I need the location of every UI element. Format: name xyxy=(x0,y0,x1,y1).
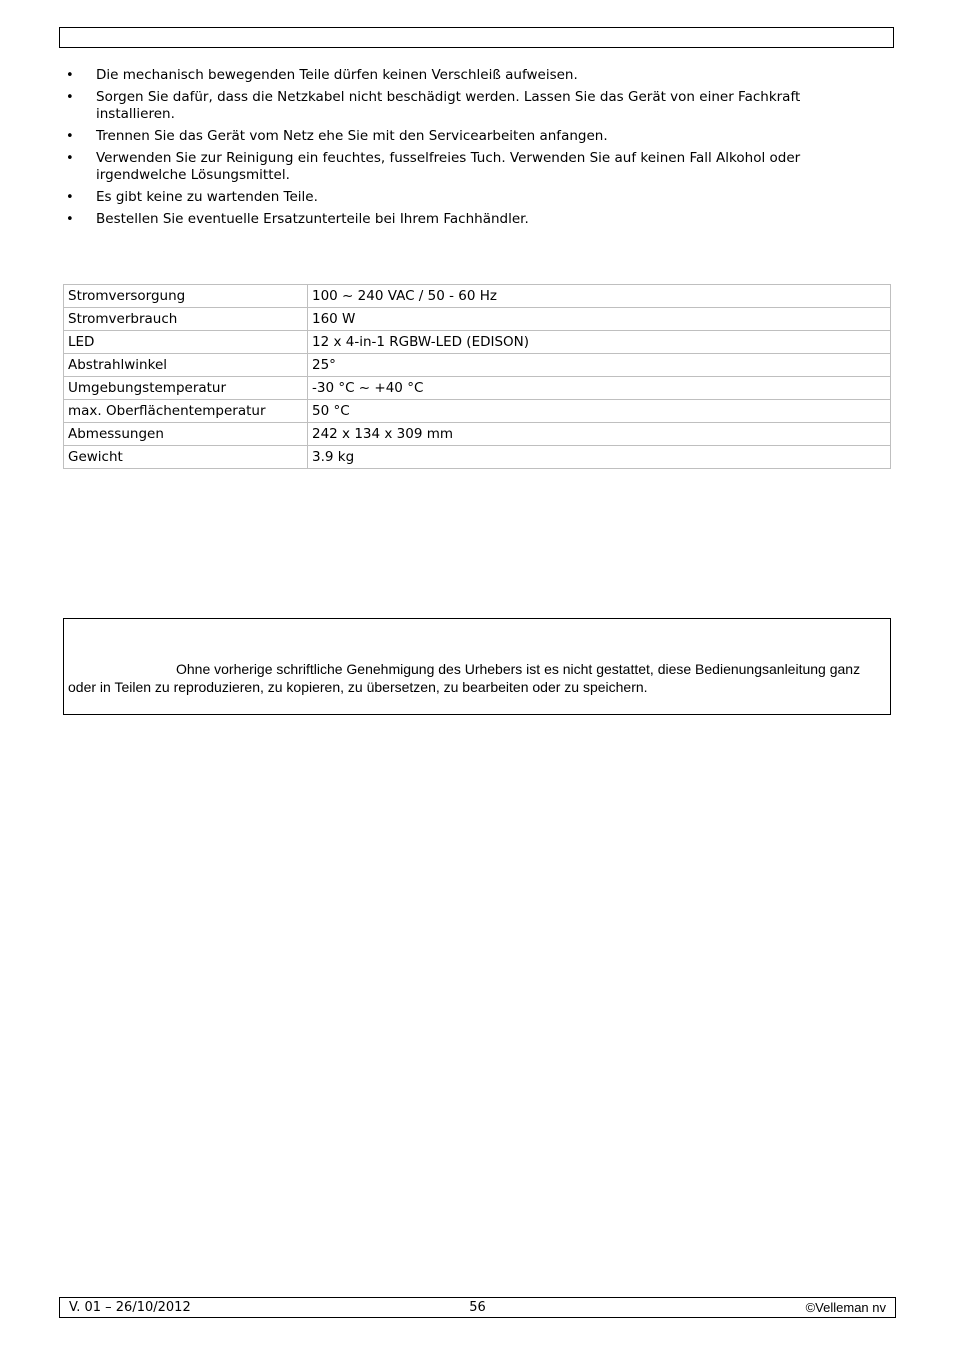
list-item-text: Bestellen Sie eventuelle Ersatzunterteile bei Ihrem Fachhändler. xyxy=(96,211,529,227)
spec-value: 50 °C xyxy=(308,400,891,423)
bullet-icon: • xyxy=(66,129,74,144)
spec-value: 25° xyxy=(308,354,891,377)
spec-value: 242 x 134 x 309 mm xyxy=(308,423,891,446)
table-row xyxy=(64,377,891,400)
maintenance-list xyxy=(62,67,874,233)
list-item-text: Verwenden Sie zur Reinigung ein feuchtes, fusselfreies Tuch. Verwenden Sie auf keinen Fall Alkohol oder irgendwelche Lösungsmittel. xyxy=(96,150,801,183)
spec-value: -30 °C ~ +40 °C xyxy=(308,377,891,400)
copyright-text: Ohne vorherige schriftliche Genehmigung des Urhebers ist es nicht gestattet, diese Bedienungsanleitung ganz oder in Teilen zu reproduzieren, zu kopieren, zu übersetzen, zu bearbeiten oder zu speichern. xyxy=(68,661,861,695)
list-item-text: Sorgen Sie dafür, dass die Netzkabel nicht beschädigt werden. Lassen Sie das Gerät von einer Fachkraft installieren. xyxy=(96,89,801,122)
footer-page-number: 56 xyxy=(469,1300,486,1315)
spec-label: Stromverbrauch xyxy=(64,308,308,331)
list-item-text: Es gibt keine zu wartenden Teile. xyxy=(96,189,318,205)
spec-label: Abstrahlwinkel xyxy=(64,354,308,377)
spec-value: 3.9 kg xyxy=(308,446,891,469)
page-footer xyxy=(59,1297,896,1318)
table-row xyxy=(64,308,891,331)
table-row xyxy=(64,285,891,308)
spec-label: Umgebungstemperatur xyxy=(64,377,308,400)
table-row xyxy=(64,331,891,354)
list-item xyxy=(62,150,874,184)
table-row xyxy=(64,423,891,446)
table-row xyxy=(64,354,891,377)
list-item xyxy=(62,128,874,145)
footer-company: ©Velleman nv xyxy=(805,1300,886,1315)
spec-label: Abmessungen xyxy=(64,423,308,446)
bullet-icon: • xyxy=(66,90,74,105)
table-row xyxy=(64,446,891,469)
spec-value: 100 ~ 240 VAC / 50 - 60 Hz xyxy=(308,285,891,308)
list-item xyxy=(62,211,874,228)
list-item xyxy=(62,67,874,84)
specifications-table xyxy=(63,284,891,469)
list-item-text: Trennen Sie das Gerät vom Netz ehe Sie mit den Servicearbeiten anfangen. xyxy=(96,128,608,144)
spec-label: max. Oberflächentemperatur xyxy=(64,400,308,423)
footer-version: V. 01 – 26/10/2012 xyxy=(69,1300,191,1315)
spec-value: 12 x 4-in-1 RGBW-LED (EDISON) xyxy=(308,331,891,354)
spec-label: Stromversorgung xyxy=(64,285,308,308)
bullet-icon: • xyxy=(66,212,74,227)
list-item-text: Die mechanisch bewegenden Teile dürfen keinen Verschleiß aufweisen. xyxy=(96,67,578,83)
header-box xyxy=(59,27,894,48)
bullet-icon: • xyxy=(66,190,74,205)
list-item xyxy=(62,189,874,206)
table-row xyxy=(64,400,891,423)
spec-value: 160 W xyxy=(308,308,891,331)
bullet-icon: • xyxy=(66,151,74,166)
bullet-icon: • xyxy=(66,68,74,83)
spec-label: LED xyxy=(64,331,308,354)
copyright-notice xyxy=(63,618,891,715)
spec-label: Gewicht xyxy=(64,446,308,469)
list-item xyxy=(62,89,874,123)
